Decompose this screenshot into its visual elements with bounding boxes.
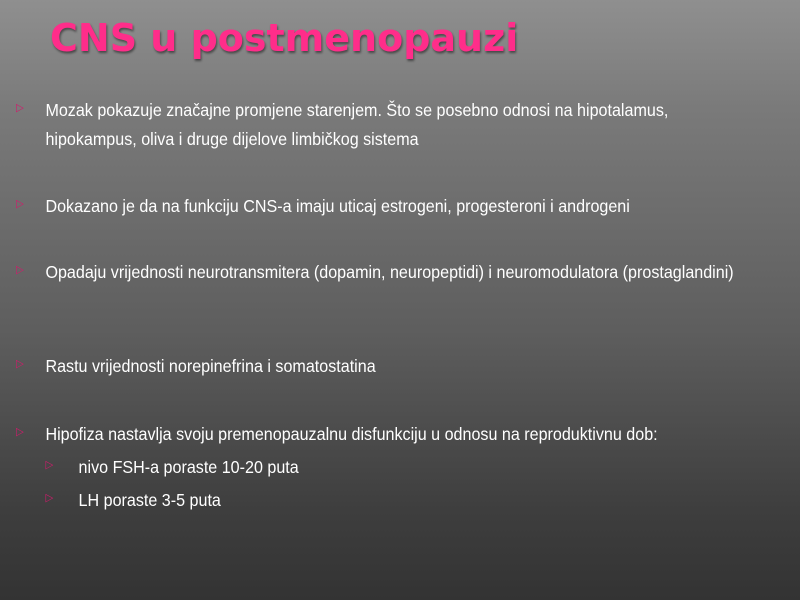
bullet-text: Opadaju vrijednosti neurotransmitera (dopamin, neuropeptidi) i neuromodulatora (prostaglandini) [45, 262, 734, 282]
sub-bullet-item [16, 453, 706, 482]
bullet-text: Mozak pokazuje značajne promjene starenjem. Što se posebno odnosi na hipotalamus, hipokampus, oliva i druge dijelove limbičkog sistema [45, 100, 669, 149]
arrow-bullet-icon: ▷ [16, 264, 24, 276]
sub-bullet-item [16, 486, 706, 515]
sub-bullet-text: LH poraste 3-5 puta [78, 490, 221, 510]
bullet-item [16, 352, 706, 381]
bullet-item [16, 192, 706, 221]
bullet-item [16, 96, 706, 154]
arrow-bullet-icon: ▷ [16, 358, 24, 370]
bullet-item [16, 420, 706, 449]
arrow-bullet-icon: ▷ [16, 198, 24, 210]
bullet-item [16, 258, 734, 287]
bullet-text: Rastu vrijednosti norepinefrina i somatostatina [45, 356, 376, 376]
arrow-bullet-icon: ▷ [45, 492, 54, 504]
slide-title: CNS u postmenopauzi [50, 16, 519, 60]
arrow-bullet-icon: ▷ [45, 459, 54, 471]
arrow-bullet-icon: ▷ [16, 426, 24, 438]
bullet-text: Dokazano je da na funkciju CNS-a imaju uticaj estrogeni, progesteroni i androgeni [45, 196, 630, 216]
bullet-text: Hipofiza nastavlja svoju premenopauzalnu disfunkciju u odnosu na reproduktivnu dob: [45, 424, 658, 444]
sub-bullet-text: nivo FSH-a poraste 10-20 puta [78, 457, 299, 477]
arrow-bullet-icon: ▷ [16, 102, 24, 114]
